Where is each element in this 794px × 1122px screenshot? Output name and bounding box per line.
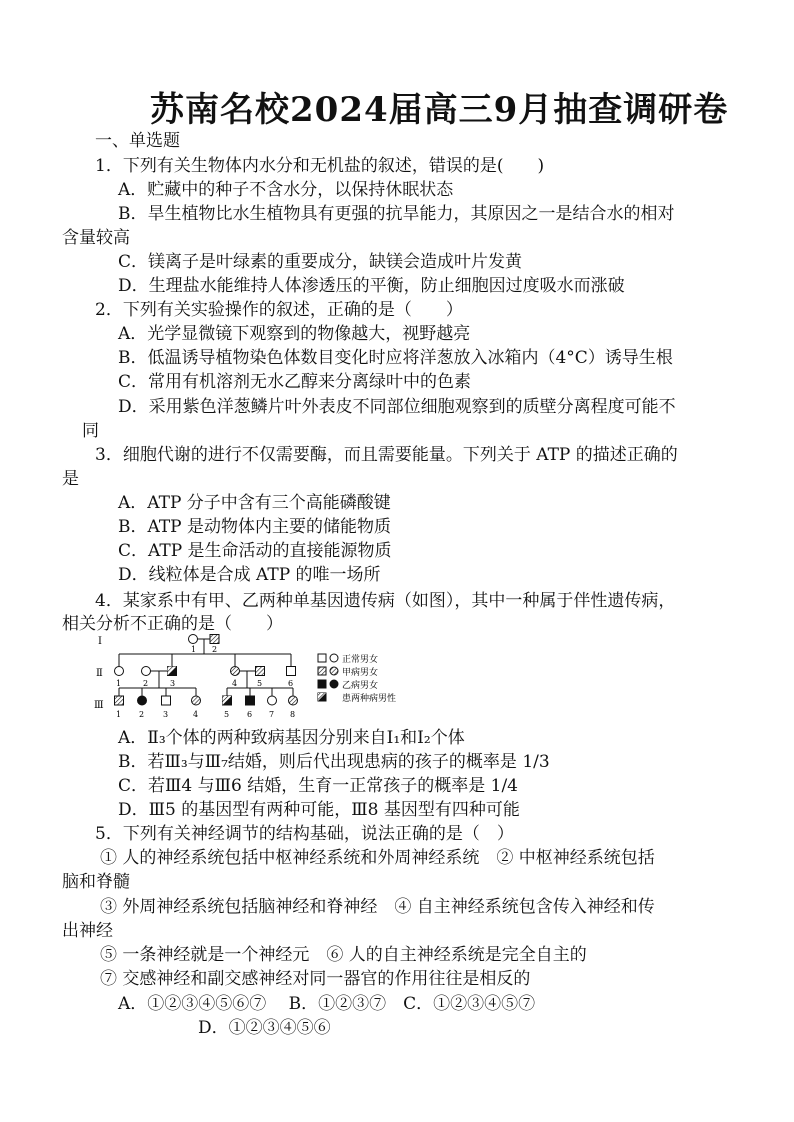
q4-option-b: B．若Ⅲ₃与Ⅲ₇结婚，则后代出现患病的孩子的概率是 1/3 — [118, 752, 550, 772]
individual-ii4 — [231, 667, 240, 676]
q2-option-c: C．常用有机溶剂无水乙醇来分离绿叶中的色素 — [118, 372, 472, 392]
label-ii4: 4 — [232, 679, 238, 688]
individual-iii3 — [162, 696, 171, 705]
individual-iii5 — [223, 696, 232, 705]
gen-label-i: I — [98, 636, 102, 647]
q1-option-d: D．生理盐水能维持人体渗透压的平衡，防止细胞因过度吸水而涨破 — [118, 276, 625, 296]
label-ii1: 1 — [116, 679, 122, 688]
q1-option-b: B．旱生植物比水生植物具有更强的抗旱能力，其原因之一是结合水的相对 — [118, 204, 675, 224]
legend-normal-label: 正常男女 — [342, 655, 379, 665]
q4-option-c: C．若Ⅲ4 与Ⅲ6 结婚，生育一正常孩子的概率是 1/4 — [118, 776, 518, 796]
individual-ii5 — [256, 667, 265, 676]
legend-yi-label: 乙病男女 — [342, 681, 379, 691]
section-heading: 一、单选题 — [95, 131, 180, 151]
individual-iii6 — [246, 696, 255, 705]
individual-iii1 — [115, 696, 124, 705]
individual-i2 — [210, 635, 219, 644]
label-iii5: 5 — [224, 710, 230, 719]
q4-option-a: A．Ⅱ₃个体的两种致病基因分别来自I₁和I₂个体 — [118, 728, 465, 748]
q3-option-c: C．ATP 是生命活动的直接能源物质 — [118, 541, 392, 561]
individual-iii4 — [192, 696, 201, 705]
q3-option-d: D．线粒体是合成 ATP 的唯一场所 — [118, 565, 381, 585]
label-ii6: 6 — [288, 679, 294, 688]
q1-option-c: C．镁离子是叶绿素的重要成分，缺镁会造成叶片发黄 — [118, 252, 523, 272]
individual-iii7 — [268, 696, 277, 705]
individual-iii8 — [289, 696, 298, 705]
q2-option-a: A．光学显微镜下观察到的物像越大，视野越亮 — [118, 324, 471, 344]
q4-stem-cont: 相关分析不正确的是（ ） — [62, 614, 283, 634]
q3-stem: 3．细胞代谢的进行不仅需要酶，而且需要能量。下列关于 ATP 的描述正确的 — [95, 445, 678, 465]
legend-jia-label: 甲病男女 — [342, 668, 379, 678]
label-iii2: 2 — [139, 710, 145, 719]
individual-i1 — [189, 635, 198, 644]
label-iii8: 8 — [290, 710, 296, 719]
legend — [318, 653, 396, 704]
individual-ii2 — [142, 667, 151, 676]
pedigree-chart — [90, 630, 430, 722]
legend-both-label: 患两种病男性 — [342, 694, 397, 704]
individual-ii1 — [115, 667, 124, 676]
gen-label-ii: Ⅱ — [96, 668, 103, 679]
q5-options-abc: A．①②③④⑤⑥⑦ B．①②③⑦ C．①②③④⑤⑦ — [118, 994, 536, 1014]
q3-stem-cont: 是 — [62, 469, 79, 489]
individual-ii6 — [287, 667, 296, 676]
label-iii7: 7 — [269, 710, 275, 719]
label-iii3: 3 — [163, 710, 169, 719]
q2-option-b: B．低温诱导植物染色体数目变化时应将洋葱放入冰箱内（4°C）诱导生根 — [118, 348, 673, 368]
q4-option-d: D．Ⅲ5 的基因型有两种可能，Ⅲ8 基因型有四种可能 — [118, 800, 520, 820]
label-i2: 2 — [212, 645, 218, 654]
q2-option-d: D．采用紫色洋葱鳞片叶外表皮不同部位细胞观察到的质壁分离程度可能不 — [118, 397, 676, 417]
q1-option-a: A．贮藏中的种子不含水分，以保持休眠状态 — [118, 180, 454, 200]
label-i1: 1 — [191, 645, 197, 654]
exam-title: 苏南名校2024届高三9月抽查调研卷 — [150, 90, 729, 130]
individual-ii3 — [168, 667, 177, 676]
q4-stem: 4．某家系中有甲、乙两种单基因遗传病（如图），其中一种属于伴性遗传病， — [95, 591, 676, 611]
q5-statements-1-2: ① 人的神经系统包括中枢神经系统和外周神经系统 ② 中枢神经系统包括 — [100, 848, 655, 868]
q1-option-b-cont: 含量较高 — [62, 228, 130, 248]
label-iii1: 1 — [116, 710, 122, 719]
q5-statements-3-4: ③ 外周神经系统包括脑神经和脊神经 ④ 自主神经系统包含传入神经和传 — [100, 897, 655, 917]
q1-stem: 1．下列有关生物体内水分和无机盐的叙述，错误的是( ) — [95, 156, 545, 176]
q5-option-d: D．①②③④⑤⑥ — [198, 1018, 331, 1038]
label-ii3: 3 — [170, 679, 176, 688]
q5-statements-5-6: ⑤ 一条神经就是一个神经元 ⑥ 人的自主神经系统是完全自主的 — [100, 945, 587, 965]
label-ii5: 5 — [257, 679, 263, 688]
label-iii6: 6 — [247, 710, 253, 719]
q2-stem: 2．下列有关实验操作的叙述，正确的是（ ） — [95, 300, 463, 320]
q3-option-a: A．ATP 分子中含有三个高能磷酸键 — [118, 493, 391, 513]
q5-stem: 5．下列有关神经调节的结构基础，说法正确的是（ ） — [95, 824, 514, 844]
q5-statements-1-2-cont: 脑和脊髓 — [62, 872, 130, 892]
q2-option-d-cont: 同 — [82, 421, 99, 441]
q5-statements-3-4-cont: 出神经 — [62, 921, 113, 941]
q3-option-b: B．ATP 是动物体内主要的储能物质 — [118, 517, 392, 537]
gen-label-iii: Ⅲ — [94, 700, 104, 711]
label-iii4: 4 — [193, 710, 199, 719]
individual-iii2 — [138, 696, 147, 705]
label-ii2: 2 — [143, 679, 149, 688]
q5-statement-7: ⑦ 交感神经和副交感神经对同一器官的作用往往是相反的 — [100, 969, 531, 989]
